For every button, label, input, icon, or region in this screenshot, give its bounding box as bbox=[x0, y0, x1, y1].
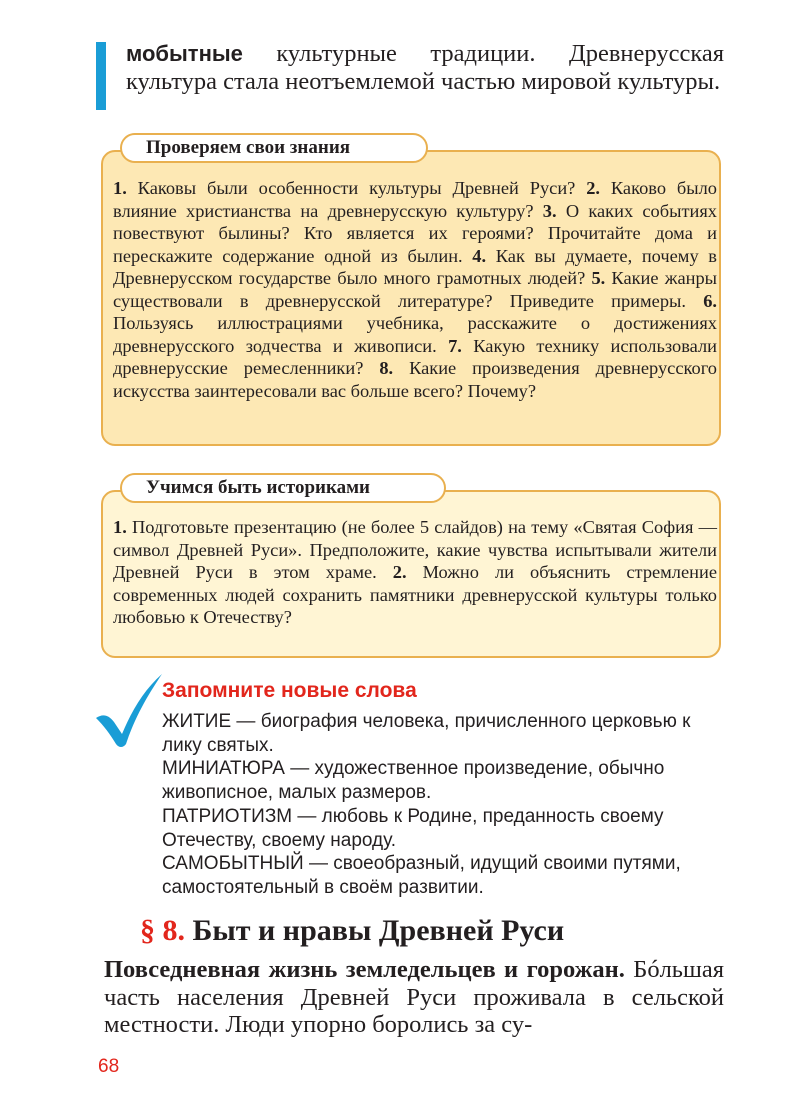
question-text: Какие произведения древнерусского искусства заинтересовали вас больше всего? Почему? bbox=[113, 358, 717, 401]
question-number: 8. bbox=[379, 358, 394, 378]
question-number: 2. bbox=[586, 178, 601, 198]
question-text: Каково было влияние христианства на древнерусскую культуру? bbox=[113, 178, 717, 221]
task-number: 2. bbox=[392, 562, 407, 582]
question-text: Каковы были особенности культуры Древней Руси? bbox=[126, 178, 587, 198]
intro-lead-word: мобытные bbox=[126, 41, 243, 66]
side-accent-bar bbox=[96, 42, 106, 110]
question-number: 4. bbox=[472, 245, 487, 266]
definition-item: МИНИАТЮРА — художественное произведение, обычно живописное, малых размеров. bbox=[162, 758, 665, 804]
task-number: 1. bbox=[113, 517, 127, 537]
intro-text: культурные традиции. Древнерусская культура стала неотъемлемой частью мировой культуры. bbox=[126, 40, 724, 95]
check-knowledge-questions bbox=[113, 177, 717, 402]
intro-paragraph bbox=[126, 40, 724, 96]
body-subheading: Повседневная жизнь земледельцев и горожан. bbox=[104, 956, 625, 983]
new-words-list bbox=[162, 710, 724, 900]
question-text: Как вы думаете, почему в Древнерусском государстве было много грамотных людей? bbox=[113, 245, 717, 288]
definition-item: ПАТРИОТИЗМ — любовь к Родине, преданность своему Отечеству, своему народу. bbox=[162, 805, 664, 851]
check-knowledge-title: Проверяем свои знания bbox=[120, 133, 428, 163]
task-text: Подготовьте презентацию (не более 5 слайдов) на тему «Святая София — символ Древней Руси». Предположите, какие чувства испытывали жители Древней Руси в этом храме. bbox=[113, 517, 717, 582]
question-text: Какую технику использовали древнерусские ремесленники? bbox=[113, 335, 718, 378]
section-title: Быт и нравы Древней Руси bbox=[185, 914, 565, 947]
task-text: Можно ли объяснить стремление современных людей сохранить памятники древнерусской культуры только любовью к Отечеству? bbox=[113, 562, 717, 627]
definition-item: ЖИТИЕ — биография человека, причисленного церковью к лику святых. bbox=[162, 711, 691, 756]
question-number: 6. bbox=[703, 290, 717, 311]
historians-title: Учимся быть историками bbox=[120, 473, 446, 503]
question-text: О каких событиях повествуют былины? Кто является их героями? Прочитайте дома и перескажите содержание одной из былин. bbox=[113, 200, 717, 266]
body-text: Бóльшая часть населения Древней Руси проживала в сельской местности. Люди упорно боролись за су- bbox=[104, 956, 724, 1038]
body-paragraph bbox=[104, 956, 724, 1039]
section-heading bbox=[140, 914, 564, 948]
new-words-title: Запомните новые слова bbox=[162, 679, 417, 702]
question-number: 1. bbox=[113, 178, 127, 198]
question-number: 3. bbox=[542, 200, 557, 221]
question-number: 5. bbox=[591, 268, 606, 288]
question-number: 7. bbox=[448, 335, 462, 356]
question-text: Какие жанры существовали в древнерусской литературе? Приведите примеры. bbox=[113, 268, 717, 311]
question-text: Пользуясь иллюстрациями учебника, расскажите о достижениях древнерусского зодчества и живописи. bbox=[113, 313, 717, 356]
page-number: 68 bbox=[98, 1056, 120, 1077]
definition-item: САМОБЫТНЫЙ — своеобразный, идущий своими путями, самостоятельный в своём развитии. bbox=[162, 853, 681, 898]
section-number: § 8. bbox=[140, 914, 185, 947]
checkmark-icon bbox=[92, 670, 164, 748]
historians-tasks bbox=[113, 516, 717, 629]
